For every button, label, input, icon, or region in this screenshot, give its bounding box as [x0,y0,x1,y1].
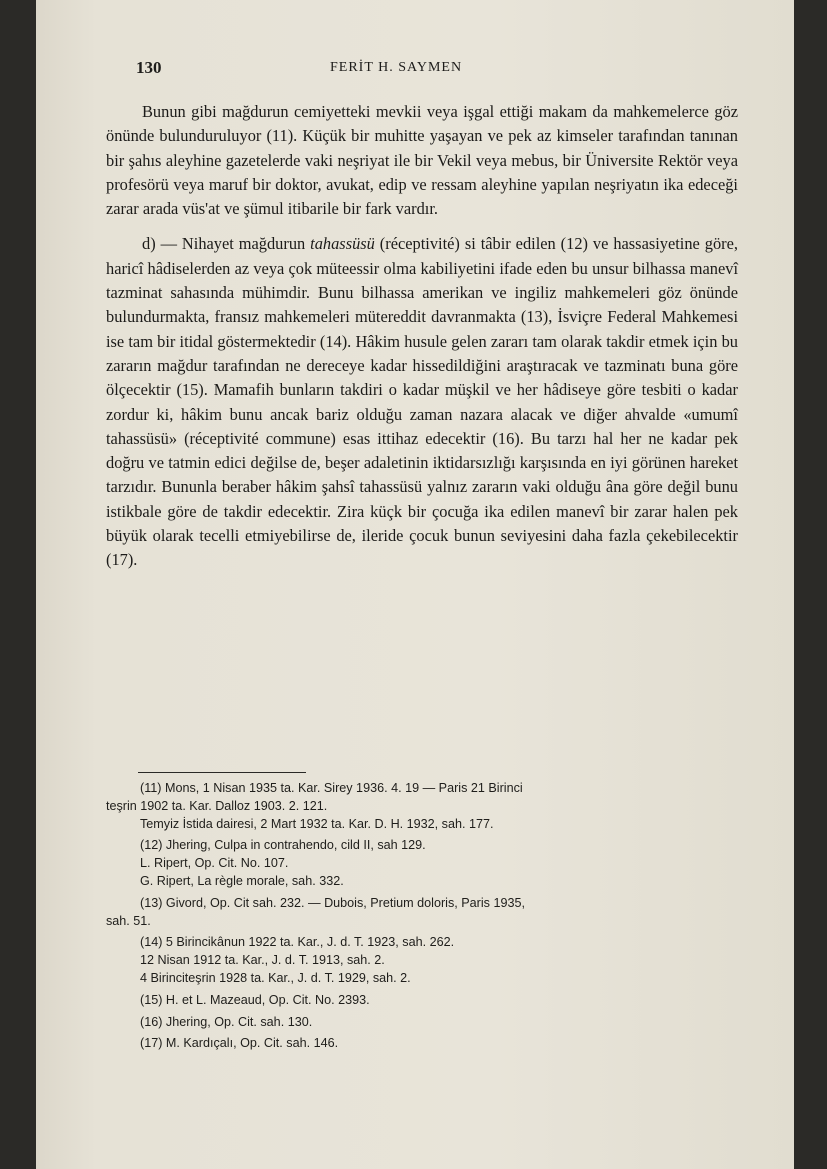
page-number: 130 [136,58,162,77]
page-header [136,58,696,84]
footnote [106,816,738,834]
footnote-line: (11) Mons, 1 Nisan 1935 ta. Kar. Sirey 1936. 4. 19 — Paris 21 Birinci [140,781,523,795]
footnotes [106,780,738,1053]
footnote-line: (12) Jhering, Culpa in contrahendo, cild II, sah 129. [140,838,426,853]
footnote-line: 4 Birinciteşrin 1928 ta. Kar., J. d. T. 1929, sah. 2. [140,970,411,985]
footnote-line: L. Ripert, Op. Cit. No. 107. [140,856,289,871]
footnote-line: (15) H. et L. Mazeaud, Op. Cit. No. 2393. [140,992,370,1007]
footnote-line: 12 Nisan 1912 ta. Kar., J. d. T. 1913, sah. 2. [140,953,385,968]
footnote [106,970,738,988]
footnote [106,1014,738,1032]
footnote [106,1035,738,1053]
footnote-continuation: teşrin 1902 ta. Kar. Dalloz 1903. 2. 121. [106,798,328,813]
footnote [106,895,738,931]
footnote-line: (17) M. Kardıçalı, Op. Cit. sah. 146. [140,1036,339,1051]
footnote-line: (13) Givord, Op. Cit sah. 232. — Dubois, Pretium doloris, Paris 1935, [140,895,525,910]
footnote-continuation: sah. 51. [106,913,151,928]
footnote [106,934,738,952]
footnote-line: G. Ripert, La règle morale, sah. 332. [140,873,344,888]
footnote [106,855,738,873]
footnote [106,992,738,1010]
paragraph-2 [106,232,738,572]
paragraph-2-start: d) — Nihayet mağdurun [142,234,311,254]
running-head: FERİT H. SAYMEN [330,60,463,75]
paragraph-1: Bunun gibi mağdurun cemiyetteki mevkii veya işgal ettiği makam da mahkemelerce göz önünde bulunduruluyor (11). Küçük bir muhitte yaşayan ve pek az kimseler tarafından tanınan bir şahıs aleyhine gazetelerde vaki neşriyat ile bir Vekil veya mebus, bir Üniversite Rektör veya profesörü veya maruf bir doktor, avukat, edip ve ressam aleyhine yapılan neşriyatın ika edeceği zarar arada vüs'at ve şümul itibarile bir fark vardır. [106,102,738,219]
paragraph-2-italic-term: tahassüsü [310,234,375,254]
book-page [36,0,794,1169]
footnote-separator [138,772,306,773]
footnote [106,952,738,970]
paragraph-2-rest: (réceptivité) si tâbir edilen (12) ve hassasiyetine göre, haricî hâdiselerden az veya çok müteessir olma kabiliyetini ifade eden bu unsur bilhassa manevî tazminat sahasında mühimdir. Bunu bilhassa amerikan ve ingiliz mahkemeleri göz önünde bulundurmakta, fransız mahkemeleri mütereddit davranmakta (13), İsviçre Federal Mahkemesi ise tam bir itidal göstermektedir (14). Hâkim husule gelen zararı tam olarak takdir etmek için bu zararın mağdur tarafından ne dereceye kadar hissedildiğini araştıracak ve tazminatı buna göre ölçecektir (15). Mamafih bunların takdiri o kadar müşkil ve her hâdiseye göre tesbiti o kadar zordur ki, hâkim bunu ancak bariz olduğu zaman nazara alacak ve diğer ahvalde «umumî tahassüsü» (réceptivité commune) esas ittihaz edecektir (16). Bu tarzı hal her ne kadar pek doğru ve tatmin edici değilse de, beşer adaletinin iktidarsızlığı karşısında en iyi görünen hareket tarzıdır. Bununla beraber hâkim şahsî tahassüsü yalnız zararın vaki olduğu âna göre değil bunu istikbale göre de takdir edecektir. Zira küçk bir çocuğa ika edilen manevî bir zarar halen pek büyük olarak tecelli etmiyebilirse de, ileride çocuk bunun seviyesini daha fazla çekebilecektir (17). [106,234,738,570]
footnote-line: Temyiz İstida dairesi, 2 Mart 1932 ta. Kar. D. H. 1932, sah. 177. [140,816,494,831]
footnote-line: (14) 5 Birincikânun 1922 ta. Kar., J. d. T. 1923, sah. 262. [140,935,455,950]
body-text [106,100,738,573]
footnote [106,837,738,855]
footnote [106,780,738,816]
footnote [106,873,738,891]
footnote-line: (16) Jhering, Op. Cit. sah. 130. [140,1014,313,1029]
